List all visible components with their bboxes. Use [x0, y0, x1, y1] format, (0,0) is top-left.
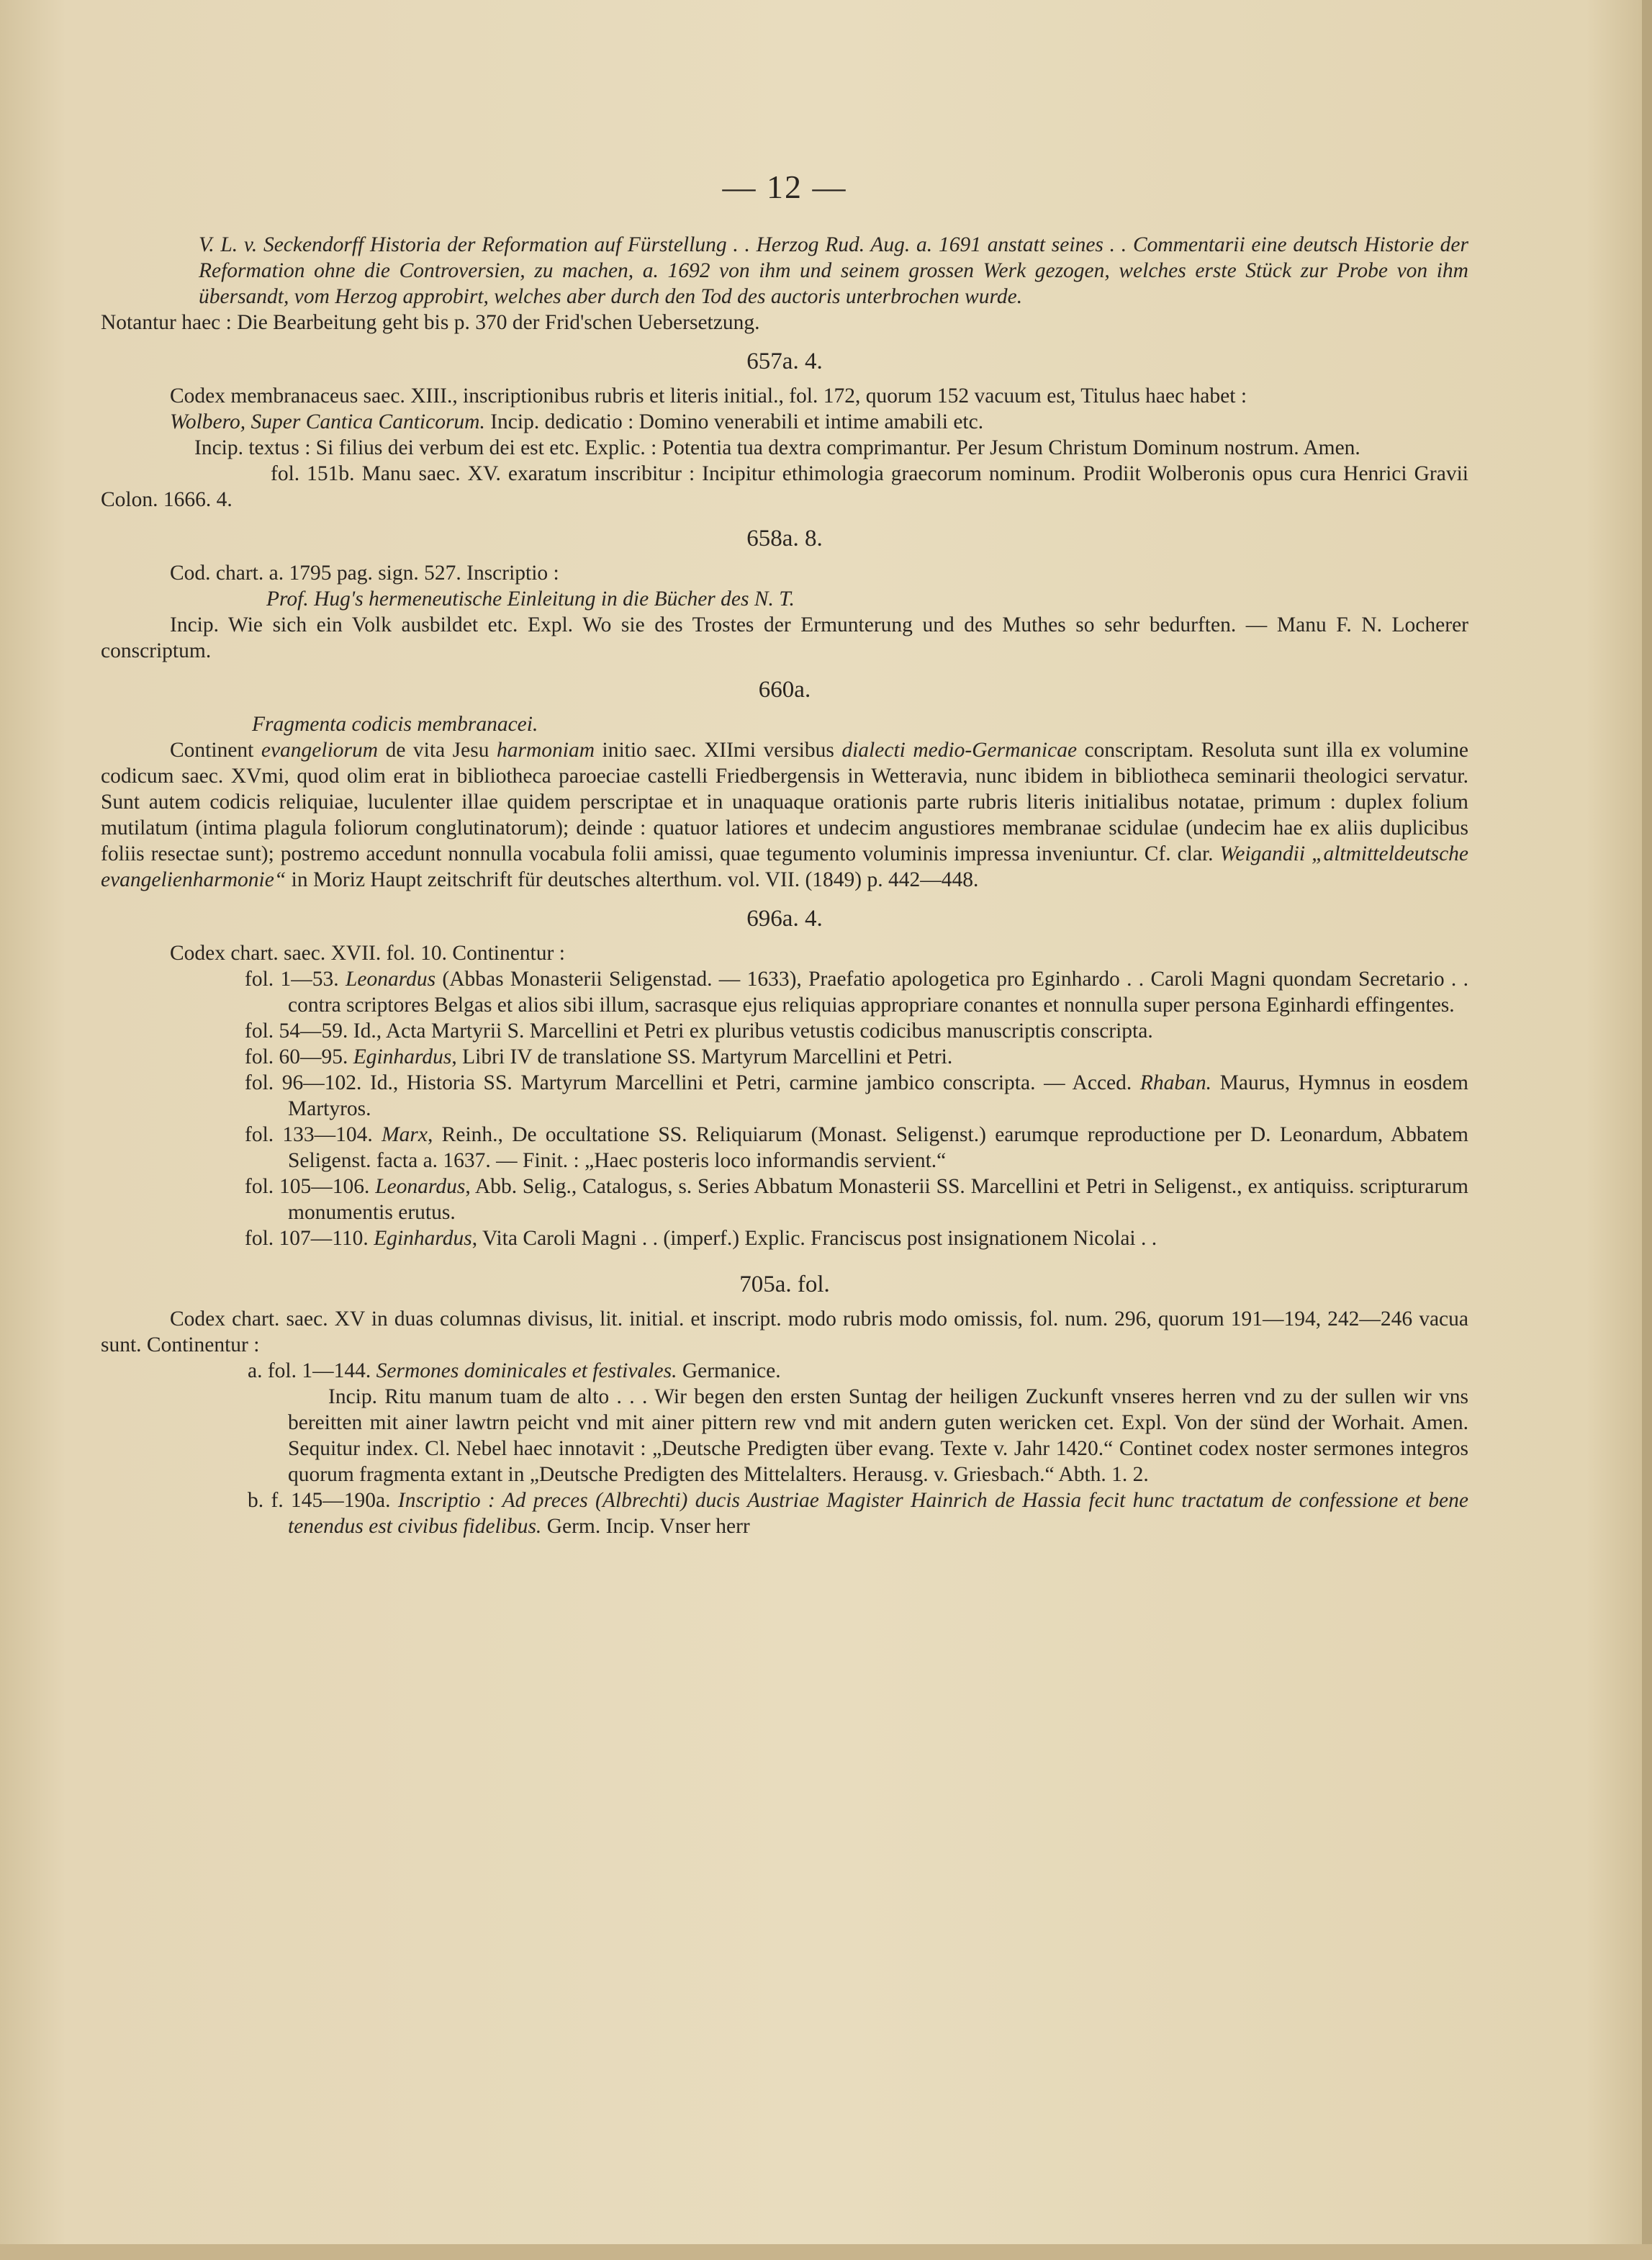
entry-657a-line: Wolbero, Super Cantica Canticorum. Incip. dedicatio : Domino venerabili et intime amabili etc.: [170, 410, 984, 433]
entry-705a-item-a: a. fol. 1—144. Sermones dominicales et festivales. Germanice.: [248, 1359, 781, 1382]
entry-705a-item-a-body: Incip. Ritu manum tuam de alto . . . Wir begen den ersten Suntag der heiligen Zuckunft vnseres herren vnd zu der sullen wir vns bereitten mit ainer lawtrn peicht vnd mit ainer pittern rew vnd mit andern guten wericken cet. Expl. Von der sünd der Worhait. Amen. Sequitur index. Cl. Nebel haec innotavit : „Deutsche Predigten über evang. Texte v. Jahr 1420.“ Continet codex noster sermones integros quorum fragmenta extant in „Deutsche Predigten des Mittelalters. Herausg. v. Griesbach.“ Abth. 1. 2.: [288, 1385, 1468, 1486]
entry-657a-heading: 657a. 4.: [746, 348, 823, 374]
entry-696a-item: fol. 96—102. Id., Historia SS. Martyrum Marcellini et Petri, carmine jambico conscripta. — Acced. Rhaban. Maurus, Hymnus in eosdem Martyros.: [245, 1071, 1468, 1120]
entry-696a-item: fol. 1—53. Leonardus (Abbas Monasterii Seligenstad. — 1633), Praefatio apologetica pro Eginhardo . . Caroli Magni quondam Secretario . . contra scriptores Belgas et alios sibi illum, sacrasque ejus reliquias appropriare conantes et nonnulla super persona Eginhardi effingentes.: [245, 968, 1468, 1017]
page-edge-bottom: [0, 2244, 1652, 2260]
entry-696a-line: Codex chart. saec. XVII. fol. 10. Continentur :: [170, 942, 565, 965]
entry-657a-line: fol. 151b. Manu saec. XV. exaratum inscribitur : Incipitur ethimologia graecorum nominum. Prodiit Wolberonis opus cura Henrici Gravii Colon. 1666. 4.: [101, 462, 1468, 511]
entry-658a-line: Incip. Wie sich ein Volk ausbildet etc. Expl. Wo sie des Trostes der Ermunterung und des Muthes so sehr bedurften. — Manu F. N. Locherer conscriptum.: [101, 613, 1468, 662]
entry-660a-heading: 660a.: [758, 677, 811, 703]
entry-657a-line: Incip. textus : Si filius dei verbum dei est etc. Explic. : Potentia tua dextra comprimantur. Per Jesum Christum Dominum nostrum. Amen.: [194, 436, 1360, 459]
entry-705a-item-b: b. f. 145—190a. Inscriptio : Ad preces (Albrechti) ducis Austriae Magister Hainrich de Hassia fecit hunc tractatum de confessione et bene tenendus est civibus fidelibus. Germ. Incip. Vnser herr: [248, 1489, 1468, 1538]
seckendorff-note: V. L. v. Seckendorff Historia der Reformation auf Fürstellung . . Herzog Rud. Aug. a. 1691 anstatt seines . . Commentarii eine deutsch Historie der Reformation ohne die Controversien, zu machen, a. 1692 von ihm und seinem grossen Werk gezogen, welches erste Stück zur Probe von ihm übersandt, vom Herzog approbirt, welches aber durch den Tod des auctoris unterbrochen wurde.: [199, 233, 1468, 308]
page-edge-right: [1642, 0, 1652, 2260]
entry-705a-heading: 705a. fol.: [739, 1271, 830, 1297]
entry-658a-line: Cod. chart. a. 1795 pag. sign. 527. Inscriptio :: [170, 562, 559, 585]
entry-660a-paragraph: Continent evangeliorum de vita Jesu harmoniam initio saec. XIImi versibus dialecti medio-Germanicae conscriptam. Resoluta sunt illa ex volumine codicum saec. XVmi, quod olim erat in bibliotheca paroeciae castelli Friedbergensis in Wetteravia, nunc ibidem in bibliotheca seminarii theologici servatur. Sunt autem codicis reliquiae, luculenter illae quidem perscriptae et in unaquaque orationis parte rubris literis initialibus notatae, primum : duplex folium mutilatum (intima plagula foliorum conglutinatorum); deinde : quatuor latiores et undecim angustiores membranae scidulae (undecim hae ex aliis duplicibus foliis resectae sunt); postremo accedunt nonnulla vocabula folii amissi, quae tegumento voluminis impressa inveniuntur. Cf. clar. Weigandii „altmitteldeutsche evangelienharmonie“ in Moriz Haupt zeitschrift für deutsches alterthum. vol. VII. (1849) p. 442—448.: [101, 739, 1469, 891]
page-number: — 12 —: [722, 168, 847, 205]
entry-660a-title: Fragmenta codicis membranacei.: [252, 713, 538, 736]
entry-658a-title: Prof. Hug's hermeneutische Einleitung in die Bücher des N. T.: [266, 587, 795, 611]
entry-657a-author: Wolbero, Super Cantica Canticorum.: [170, 410, 485, 433]
page-content: [101, 166, 1468, 1539]
entry-696a-heading: 696a. 4.: [746, 906, 823, 932]
entry-658a-heading: 658a. 8.: [746, 526, 823, 552]
entry-696a-item: fol. 60—95. Eginhardus, Libri IV de translatione SS. Martyrum Marcellini et Petri.: [245, 1045, 953, 1068]
entry-696a-item: fol. 107—110. Eginhardus, Vita Caroli Magni . . (imperf.) Explic. Franciscus post insignationem Nicolai . .: [245, 1227, 1157, 1250]
entry-705a-line: Codex chart. saec. XV in duas columnas divisus, lit. initial. et inscript. modo rubris modo omissis, fol. num. 296, quorum 191—194, 242—246 vacua sunt. Continentur :: [101, 1307, 1468, 1356]
entry-696a-item: fol. 54—59. Id., Acta Martyrii S. Marcellini et Petri ex pluribus vetustis codicibus manuscriptis conscripta.: [245, 1019, 1153, 1043]
notantur-line: Notantur haec : Die Bearbeitung geht bis p. 370 der Frid'schen Uebersetzung.: [101, 311, 760, 334]
entry-696a-item: fol. 105—106. Leonardus, Abb. Selig., Catalogus, s. Series Abbatum Monasterii SS. Marcellini et Petri in Seligenst., ex antiquiss. scripturarum monumentis erutus.: [245, 1175, 1468, 1224]
entry-657a-line: Codex membranaceus saec. XIII., inscriptionibus rubris et literis initial., fol. 172, quorum 152 vacuum est, Titulus haec habet :: [170, 384, 1247, 408]
entry-696a-item: fol. 133—104. Marx, Reinh., De occultatione SS. Reliquiarum (Monast. Seligenst.) earumque reproductione per D. Leonardum, Abbatem Seligenst. facta a. 1637. — Finit. : „Haec posteris loco informandis servient.“: [245, 1123, 1468, 1172]
